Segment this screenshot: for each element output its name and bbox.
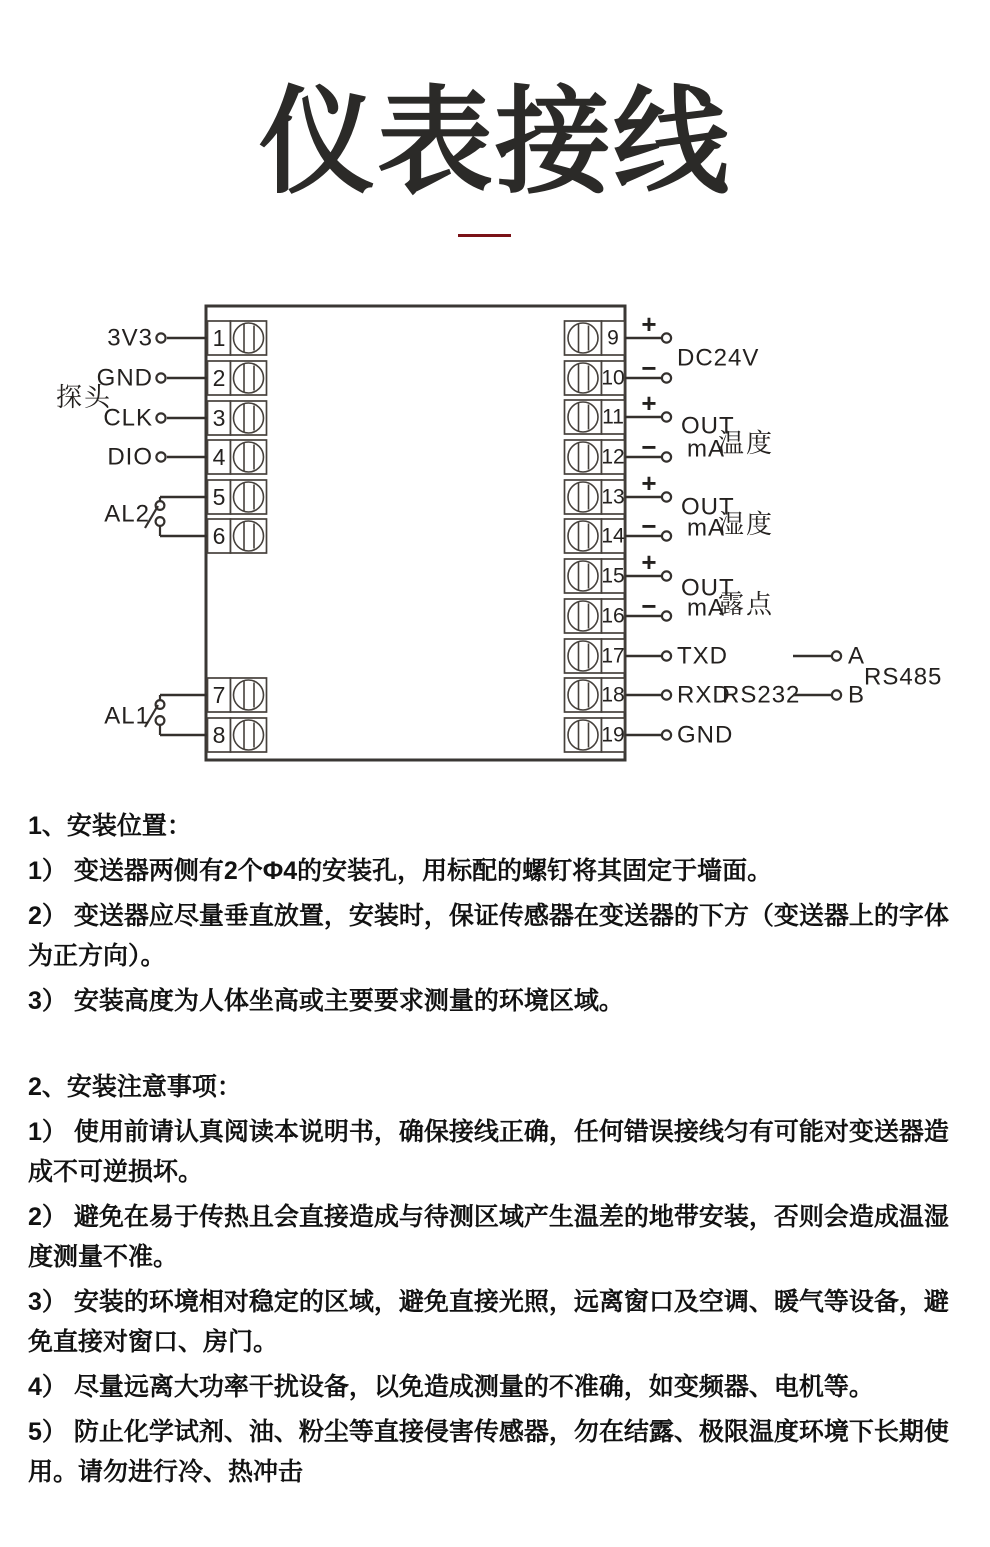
terminal-18 bbox=[565, 678, 672, 712]
section-item: 4） 尽量远离大功率干扰设备，以免造成测量的不准确，如变频器、电机等。 bbox=[28, 1373, 874, 1401]
terminal-17 bbox=[565, 639, 672, 673]
minus-sign-16: − bbox=[641, 591, 657, 621]
minus-sign-10: − bbox=[641, 353, 657, 383]
terminal-number: 9 bbox=[607, 326, 619, 350]
page-title: 仪表接线 bbox=[259, 77, 731, 207]
wire-end-node bbox=[156, 452, 165, 461]
terminal-6 bbox=[208, 519, 267, 553]
section-install-notes bbox=[28, 1067, 972, 1492]
terminal-number: 17 bbox=[601, 644, 625, 668]
gnd-label-right: GND bbox=[677, 721, 734, 749]
terminal-number: 4 bbox=[212, 444, 226, 470]
terminal-7 bbox=[208, 678, 267, 712]
title-underline-divider bbox=[458, 234, 511, 237]
terminal-19 bbox=[565, 718, 672, 752]
al1-contact bbox=[104, 695, 207, 735]
section-item: 2） 避免在易于传热且会直接造成与待测区域产生温差的地带安装，否则会造成温湿度测量不准。 bbox=[28, 1203, 949, 1271]
rs485-a-label: A bbox=[848, 642, 866, 670]
rxd-label: RXD bbox=[677, 681, 731, 709]
probe-label: 探头 bbox=[56, 382, 113, 412]
section-heading: 2、安装注意事项： bbox=[28, 1073, 242, 1101]
terminal-number: 10 bbox=[601, 366, 625, 390]
ma-label-dew: mA bbox=[687, 594, 725, 622]
terminal-number: 13 bbox=[601, 485, 625, 509]
rs485-port bbox=[793, 643, 942, 709]
pin-label-clk: CLK bbox=[103, 404, 153, 432]
terminal-8 bbox=[208, 718, 267, 752]
section-heading: 1、安装位置： bbox=[28, 812, 192, 840]
al2-label: AL2 bbox=[104, 500, 150, 528]
plus-sign-15: + bbox=[641, 547, 657, 577]
pin-label-dio: DIO bbox=[107, 443, 153, 471]
wire-end-node bbox=[662, 690, 671, 699]
section-item: 1） 变送器两侧有2个Φ4的安装孔，用标配的螺钉将其固定于墙面。 bbox=[28, 857, 773, 885]
terminal-number: 8 bbox=[212, 722, 226, 748]
dewpoint-label: 露点 bbox=[718, 589, 775, 619]
instructions bbox=[28, 806, 972, 1497]
terminal-number: 18 bbox=[601, 683, 625, 707]
ma-label-hum: mA bbox=[687, 514, 725, 542]
txd-label: TXD bbox=[677, 642, 728, 670]
wire-end-node bbox=[662, 333, 671, 342]
wire-end-node bbox=[662, 492, 671, 501]
terminal-1 bbox=[156, 321, 266, 355]
terminal-3 bbox=[156, 401, 266, 435]
terminal-number: 14 bbox=[601, 524, 625, 548]
al1-label: AL1 bbox=[104, 702, 150, 730]
terminal-number: 3 bbox=[212, 405, 226, 431]
section-item: 1） 使用前请认真阅读本说明书，确保接线正确，任何错误接线匀有可能对变送器造成不可逆损坏。 bbox=[28, 1118, 949, 1186]
wire-end-node bbox=[662, 571, 671, 580]
wire-end-node bbox=[662, 611, 671, 620]
out-label-temp: OUT bbox=[681, 412, 735, 440]
rs232-label: RS232 bbox=[722, 681, 801, 709]
section-item: 3） 安装高度为人体坐高或主要要求测量的环境区域。 bbox=[28, 987, 624, 1015]
pin-label-3v3: 3V3 bbox=[107, 324, 153, 352]
plus-sign-11: + bbox=[641, 388, 657, 418]
terminal-number: 11 bbox=[602, 405, 624, 429]
wire-end-node bbox=[662, 651, 671, 660]
dc24v-label: DC24V bbox=[677, 344, 760, 372]
minus-sign-14: − bbox=[641, 511, 657, 541]
wire-end-node bbox=[156, 373, 165, 382]
terminal-4 bbox=[156, 440, 266, 474]
plus-sign-9: + bbox=[641, 309, 657, 339]
wire-end-node bbox=[156, 413, 165, 422]
rs485-label: RS485 bbox=[864, 663, 943, 691]
section-install-position bbox=[28, 806, 972, 1021]
wire-end-node bbox=[662, 373, 671, 382]
wire-end-node bbox=[662, 452, 671, 461]
terminal-2 bbox=[156, 361, 266, 395]
terminal-number: 16 bbox=[601, 604, 625, 628]
plus-sign-13: + bbox=[641, 468, 657, 498]
humidity-label: 湿度 bbox=[718, 509, 775, 539]
minus-sign-12: − bbox=[641, 432, 657, 462]
terminal-number: 19 bbox=[601, 723, 625, 747]
terminal-number: 7 bbox=[212, 682, 226, 708]
out-label-hum: OUT bbox=[681, 493, 735, 521]
section-item: 5） 防止化学试剂、油、粉尘等直接侵害传感器，勿在结露、极限温度环境下长期使用。请勿进行冷、热冲击 bbox=[28, 1418, 949, 1486]
wire-end-node bbox=[662, 730, 671, 739]
pin-label-gnd-left: GND bbox=[96, 364, 153, 392]
terminal-number: 6 bbox=[212, 523, 226, 549]
temperature-label: 温度 bbox=[718, 428, 775, 458]
terminal-5 bbox=[208, 480, 267, 514]
rs485-b-label: B bbox=[848, 681, 866, 709]
ma-label-temp: mA bbox=[687, 435, 725, 463]
terminal-number: 5 bbox=[212, 484, 226, 510]
al2-contact bbox=[104, 497, 207, 536]
section-item: 3） 安装的环境相对稳定的区域，避免直接光照，远离窗口及空调、暖气等设备，避免直接对窗口、房门。 bbox=[28, 1288, 949, 1356]
out-label-dew: OUT bbox=[681, 574, 735, 602]
section-item: 2） 变送器应尽量垂直放置，安装时，保证传感器在变送器的下方（变送器上的字体为正方向）。 bbox=[28, 902, 949, 970]
terminal-number: 2 bbox=[212, 365, 226, 391]
device-outline bbox=[206, 306, 625, 760]
wiring-diagram bbox=[0, 280, 990, 780]
terminal-number: 15 bbox=[601, 564, 625, 588]
wire-end-node bbox=[662, 531, 671, 540]
wire-end-node bbox=[156, 333, 165, 342]
terminal-number: 12 bbox=[601, 445, 625, 469]
terminal-number: 1 bbox=[212, 325, 226, 351]
wire-end-node bbox=[662, 412, 671, 421]
